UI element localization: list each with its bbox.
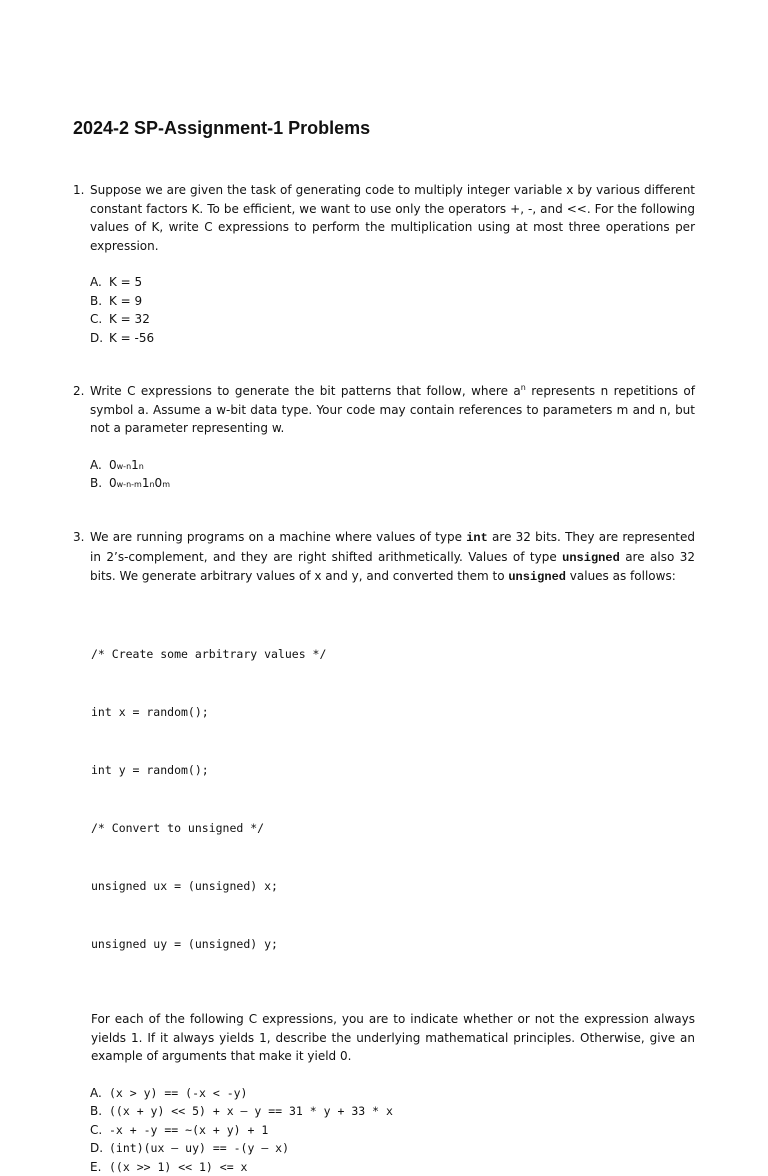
keyword-int: int: [466, 531, 488, 545]
code-line: unsigned uy = (unsigned) y;: [91, 936, 278, 951]
code-line: unsigned ux = (unsigned) x;: [91, 878, 278, 893]
problem-1: [73, 181, 695, 347]
problem-number: 2.: [73, 384, 85, 398]
code-line: /* Convert to unsigned */: [91, 820, 265, 835]
option-item: B. 0 w-n-m 1 n 0 m: [90, 476, 170, 490]
option-list: [90, 1084, 695, 1176]
option-item: A. K = 5: [90, 275, 143, 289]
problem-2: [73, 382, 695, 493]
problem-number: 1.: [73, 183, 85, 197]
problem-text: Write C expressions to generate the bit patterns that follow, where $a^n$ represents n repetitions of symbol a. Assume a w-bit data type. Your code may contain references to parameters m and n, but not a parameter representing w.: [90, 383, 695, 435]
option-list: [90, 456, 695, 493]
option-list: [90, 273, 695, 347]
option-item: A. 0 w-n 1 n: [90, 457, 144, 472]
option-item: C. K = 32: [90, 312, 150, 326]
option-item: D. (int)(ux – uy) == -(y – x): [90, 1141, 290, 1156]
option-item: B. ((x + y) << 5) + x – y == 31 * y + 33 * x: [90, 1104, 393, 1119]
problem-number: 3.: [73, 530, 85, 544]
code-block: [91, 607, 695, 993]
problem-text: Suppose we are given the task of generating code to multiply integer variable x by various different constant factors K. To be efficient, we want to use only the operators +, -, and <<. For the following values of K, write C expressions to perform the multiplication using at most three operations per expression.: [90, 183, 695, 253]
document-title: 2024-2 SP-Assignment-1 Problems: [73, 118, 371, 138]
keyword-unsigned: unsigned: [562, 550, 620, 565]
instructions-text: For each of the following C expressions, you are to indicate whether or not the expression always yields 1. If it always yields 1, describe the underlying mathematical principles. Otherwise, give an example of arguments that make it yield 0.: [91, 1012, 695, 1064]
code-line: /* Create some arbitrary values */: [91, 647, 327, 662]
problem-text: We are running programs on a machine where values of type int are 32 bits. They are represented in 2’s-complement, and they are right shifted arithmetically. Values of type unsigned are also 32 bits. We generate arbitrary values of x and y, and converted them to unsigned values as follows:: [90, 530, 696, 584]
problem-3: [73, 528, 695, 1176]
option-item: A. (x > y) == (-x < -y): [90, 1085, 248, 1100]
option-item: D. K = -56: [90, 330, 155, 345]
code-line: int y = random();: [91, 762, 209, 777]
option-item: B. K = 9: [90, 293, 143, 308]
code-line: int x = random();: [91, 704, 209, 719]
option-item: E. ((x >> 1) << 1) <= x: [90, 1159, 248, 1174]
keyword-unsigned: unsigned: [508, 570, 566, 584]
option-item: C. -x + -y == ~(x + y) + 1: [90, 1122, 269, 1137]
